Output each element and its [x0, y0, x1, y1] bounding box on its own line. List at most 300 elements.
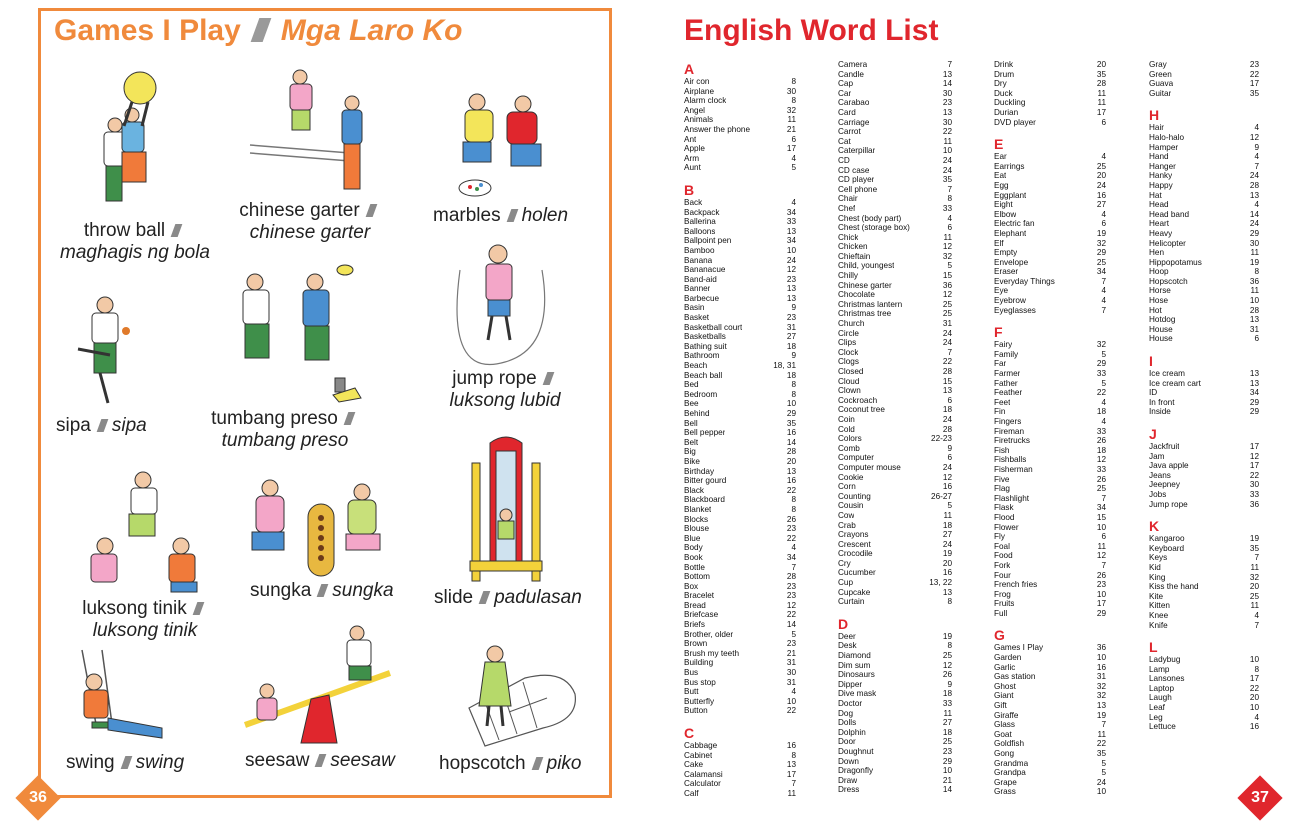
word-entry — [838, 367, 952, 377]
word: Behind — [684, 409, 710, 418]
word-entry — [684, 751, 796, 761]
word: Fingers — [994, 417, 1022, 426]
word: Leg — [1149, 712, 1163, 722]
game-sipa — [56, 295, 147, 436]
word-group — [1149, 60, 1259, 98]
word: Laptop — [1149, 683, 1175, 693]
word: Church — [838, 319, 865, 329]
word-entry — [838, 271, 952, 281]
word-entry — [994, 210, 1106, 220]
word: Deer — [838, 631, 856, 641]
game-sungka — [250, 478, 395, 601]
page-ref: 36 — [1096, 643, 1106, 653]
word: Basketballs — [684, 332, 726, 342]
page-ref: 20 — [1249, 693, 1259, 703]
page-ref: 4 — [791, 543, 796, 553]
word: Diamond — [838, 651, 871, 661]
word: Garden — [994, 653, 1022, 663]
word: Ballpoint pen — [684, 236, 732, 246]
word-entry — [1149, 693, 1259, 703]
word-entry — [684, 284, 796, 294]
word-entry — [994, 609, 1106, 619]
word: Butt — [684, 687, 699, 697]
page-ref: 24 — [942, 155, 952, 165]
page-ref: 13 — [786, 293, 796, 303]
page-ref: 24 — [942, 328, 952, 338]
word: Hamper — [1149, 142, 1179, 152]
word-entry — [838, 175, 952, 185]
word: Gift — [994, 701, 1007, 711]
page-ref: 20 — [942, 558, 952, 568]
word: Birthday — [684, 466, 715, 476]
page-ref: 22 — [942, 127, 952, 137]
page-ref: 23 — [786, 591, 796, 601]
word-entry — [838, 425, 952, 435]
section-letter: C — [684, 725, 695, 741]
page-ref: 17 — [1249, 442, 1259, 451]
word: Ice cream cart — [1149, 378, 1201, 388]
section-letter: A — [684, 61, 695, 77]
page-ref: 18 — [942, 689, 952, 699]
page-ref: 4 — [1101, 152, 1106, 162]
word-entry — [994, 379, 1106, 389]
word: Book — [684, 552, 703, 562]
page-ref: 4 — [1254, 152, 1259, 162]
swing-caption — [66, 752, 184, 774]
page-ref: 33 — [1249, 489, 1259, 499]
page-ref: 34 — [1096, 267, 1106, 277]
word-entry — [684, 275, 796, 285]
page-ref: 24 — [942, 539, 952, 549]
word: Giraffe — [994, 710, 1019, 720]
page-ref: 8 — [1254, 267, 1259, 277]
word-entry — [838, 405, 952, 415]
word: Hoop — [1149, 267, 1169, 277]
word: Corn — [838, 482, 856, 492]
word: Glass — [994, 720, 1015, 730]
word-entry — [1149, 684, 1259, 694]
word-entry — [838, 252, 952, 262]
word: Dolphin — [838, 727, 866, 737]
word-entry — [994, 277, 1106, 287]
game-throw-ball — [60, 70, 210, 263]
page-ref: 4 — [1254, 712, 1259, 722]
word-entry — [838, 776, 952, 786]
page-ref: 29 — [1249, 397, 1259, 407]
page-ref: 4 — [791, 197, 796, 207]
page-ref: 36 — [942, 280, 952, 290]
page-ref: 19 — [942, 631, 952, 641]
word: Barbecue — [684, 293, 720, 303]
word: Hanger — [1149, 161, 1176, 171]
word-entry — [1149, 544, 1259, 554]
word-entry — [838, 718, 952, 728]
word-entry — [838, 511, 952, 521]
word: Garlic — [994, 662, 1016, 672]
swing-illustration — [72, 650, 172, 745]
word: Cell phone — [838, 184, 878, 194]
page-ref: 4 — [791, 153, 796, 163]
page-ref: 19 — [1249, 534, 1259, 544]
page-ref: 26-27 — [931, 491, 952, 501]
word-entry — [994, 340, 1106, 350]
page-ref: 23 — [786, 274, 796, 284]
word-list-title: English Word List — [684, 14, 939, 47]
word: Clown — [838, 386, 861, 396]
page-ref: 34 — [1249, 388, 1259, 398]
word: Cold — [838, 424, 855, 434]
word: Elf — [994, 238, 1004, 248]
word: Cockroach — [838, 395, 878, 405]
word: Black — [684, 485, 705, 495]
word-entry — [684, 198, 796, 208]
word: Airplane — [684, 86, 715, 96]
word-group — [1149, 108, 1259, 344]
page-ref: 34 — [1096, 503, 1106, 513]
word: Kitten — [1149, 601, 1170, 611]
page-ref: 18 — [1096, 445, 1106, 455]
section-letter: I — [1149, 353, 1153, 370]
word-entry — [994, 239, 1106, 249]
word-group — [684, 62, 796, 173]
page-ref: 7 — [1101, 560, 1106, 570]
word-entry — [684, 553, 796, 563]
section-letter: H — [1149, 107, 1160, 124]
caption-fil: sipa — [111, 415, 147, 436]
word: Hen — [1149, 248, 1165, 258]
page-ref: 5 — [1101, 768, 1106, 778]
page-title — [54, 14, 462, 48]
page-ref: 24 — [1096, 777, 1106, 787]
word-entry — [684, 687, 796, 697]
word-group — [838, 60, 952, 607]
word-entry — [1149, 79, 1259, 89]
word: Four — [994, 570, 1011, 580]
page-ref: 22 — [1096, 388, 1106, 398]
caption-en: jump rope — [430, 368, 580, 390]
page-ref: 4 — [1254, 123, 1259, 133]
word: Feet — [994, 397, 1011, 407]
page-ref: 35 — [1096, 69, 1106, 79]
page-ref: 23 — [786, 524, 796, 534]
word-entry — [838, 309, 952, 319]
word: Crocodile — [838, 549, 873, 559]
page-ref: 10 — [1249, 655, 1259, 665]
page-ref: 9 — [947, 443, 952, 453]
word: Ghost — [994, 681, 1016, 691]
word-entry — [684, 457, 796, 467]
caption-fil: holen — [521, 205, 569, 226]
word: Arm — [684, 153, 700, 163]
word: Fruits — [994, 599, 1015, 609]
word: Candle — [838, 69, 864, 79]
word: Carrot — [838, 127, 861, 137]
word-column-2 — [838, 60, 952, 805]
word: Kiss the hand — [1149, 582, 1199, 592]
word-entry — [838, 357, 952, 367]
word: Blanket — [684, 504, 712, 514]
word-entry — [994, 171, 1106, 181]
page-ref: 12 — [1249, 451, 1259, 461]
word-entry — [838, 261, 952, 271]
word: Balloons — [684, 226, 716, 236]
word-entry — [838, 463, 952, 473]
page-ref: 27 — [1096, 200, 1106, 210]
word-entry — [1149, 655, 1259, 665]
word-entry — [1149, 388, 1259, 398]
page-ref: 25 — [1096, 484, 1106, 494]
word: Frog — [994, 589, 1011, 599]
page-ref: 33 — [942, 203, 952, 213]
word-entry — [684, 789, 796, 799]
page-ref: 36 — [1249, 276, 1259, 286]
page-ref: 18 — [786, 341, 796, 351]
page-ref: 30 — [786, 86, 796, 96]
page-ref: 11 — [1250, 562, 1259, 572]
word: Gray — [1149, 60, 1167, 69]
word: Christmas tree — [838, 309, 892, 319]
page-ref: 30 — [942, 117, 952, 127]
page-ref: 22 — [786, 485, 796, 495]
word-entry — [838, 166, 952, 176]
page-ref: 35 — [1249, 88, 1259, 98]
word-entry — [838, 137, 952, 147]
game-hopscotch — [439, 628, 585, 774]
word-entry — [1149, 248, 1259, 258]
word-entry — [684, 601, 796, 611]
page-ref: 33 — [1096, 464, 1106, 474]
word-entry — [1149, 534, 1259, 544]
word-entry — [994, 152, 1106, 162]
word-entry — [994, 108, 1106, 118]
word-entry — [994, 503, 1106, 513]
page-ref: 8 — [791, 96, 796, 106]
page-ref: 8 — [791, 504, 796, 514]
word-entry — [684, 706, 796, 716]
caption-en: tumbang preso — [200, 408, 370, 430]
page-ref: 19 — [1096, 228, 1106, 238]
word-entry — [1149, 70, 1259, 80]
word-entry — [1149, 334, 1259, 344]
word: Cap — [838, 79, 854, 89]
word: Heart — [1149, 219, 1170, 229]
word-entry — [838, 757, 952, 767]
seesaw-illustration — [245, 625, 395, 745]
page-ref: 35 — [1096, 749, 1106, 758]
page-ref: 11 — [1097, 729, 1106, 739]
word: Carriage — [838, 117, 870, 127]
page-ref: 35 — [1249, 543, 1259, 553]
slide-illustration — [470, 433, 545, 583]
word: Butterfly — [684, 696, 715, 706]
word-entry — [838, 568, 952, 578]
game-tumbang-preso — [211, 260, 365, 451]
word-entry — [684, 668, 796, 678]
page-ref: 12 — [942, 290, 952, 300]
page-ref: 31 — [786, 677, 796, 687]
marbles-illustration — [455, 90, 555, 200]
word: Basket — [684, 313, 710, 323]
caption-en: throw ball — [55, 220, 215, 242]
word-entry — [1149, 89, 1259, 99]
word: Chick — [838, 232, 859, 242]
word: Kangaroo — [1149, 534, 1185, 544]
word-entry — [994, 248, 1106, 258]
word: Hippopotamus — [1149, 257, 1202, 267]
word-entry — [838, 329, 952, 339]
page-ref: 33 — [1096, 426, 1106, 436]
word: Caterpillar — [838, 146, 876, 156]
page-ref: 24 — [1249, 219, 1259, 229]
page-ref: 12 — [1096, 551, 1106, 561]
word-entry — [684, 563, 796, 573]
page-ref: 10 — [1249, 296, 1259, 306]
page-ref: 33 — [942, 699, 952, 708]
page-ref: 22-23 — [931, 434, 952, 444]
page-ref: 7 — [1254, 161, 1259, 171]
word-entry — [684, 639, 796, 649]
slide-caption — [434, 587, 582, 609]
page-ref: 8 — [791, 750, 796, 760]
page-ref: 30 — [786, 668, 796, 678]
word-entry — [994, 181, 1106, 191]
word: Firetrucks — [994, 436, 1030, 446]
caption-fil: tumbang preso — [221, 430, 349, 451]
word: Grape — [994, 777, 1017, 787]
word-entry — [994, 191, 1106, 201]
word-entry — [684, 649, 796, 659]
word: Alarm clock — [684, 96, 727, 106]
word-entry — [1149, 296, 1259, 306]
word-entry — [684, 741, 796, 751]
seesaw-caption — [245, 750, 395, 772]
word-entry — [1149, 315, 1259, 325]
word-entry — [838, 98, 952, 108]
word: Fairy — [994, 340, 1013, 350]
page-ref: 28 — [1249, 180, 1259, 190]
word: Hot — [1149, 305, 1162, 315]
page-ref: 13 — [1249, 190, 1259, 200]
page-ref: 27 — [786, 332, 796, 342]
word-entry — [1149, 191, 1259, 201]
word: Bathroom — [684, 351, 720, 361]
word: Cookie — [838, 472, 864, 482]
word: Dog — [838, 708, 854, 718]
page-ref: 32 — [1096, 238, 1106, 248]
word-entry — [684, 313, 796, 323]
page-ref: 31 — [1249, 324, 1259, 334]
word-entry — [994, 162, 1106, 172]
page-ref: 26 — [1096, 570, 1106, 580]
word-entry — [838, 651, 952, 661]
word-entry — [1149, 200, 1259, 210]
page-ref: 13, 22 — [929, 578, 952, 588]
page-ref: 32 — [1249, 572, 1259, 582]
word-entry — [838, 597, 952, 607]
word: Briefcase — [684, 610, 719, 620]
word-entry — [684, 610, 796, 620]
word-entry — [1149, 601, 1259, 611]
page-ref: 8 — [947, 194, 952, 204]
word: Lamp — [1149, 664, 1170, 674]
word-entry — [994, 739, 1106, 749]
sipa-illustration — [70, 295, 140, 410]
word-entry — [1149, 674, 1259, 684]
page-ref: 17 — [1249, 79, 1259, 89]
word-entry — [838, 689, 952, 699]
slash-divider — [250, 18, 271, 42]
page-ref: 13 — [1249, 378, 1259, 388]
word-entry — [1149, 592, 1259, 602]
page-ref: 16 — [1096, 662, 1106, 672]
word-entry — [838, 223, 952, 233]
page-ref: 22 — [942, 357, 952, 367]
word: Dragonfly — [838, 766, 874, 776]
page-ref: 16 — [786, 741, 796, 750]
word-entry — [684, 217, 796, 227]
page-ref: 25 — [942, 737, 952, 747]
word-entry — [838, 194, 952, 204]
caption-en: marbles — [433, 205, 501, 226]
word: Far — [994, 359, 1007, 369]
word: Angel — [684, 105, 705, 115]
word-entry — [838, 377, 952, 387]
page-ref: 6 — [947, 223, 952, 233]
word-entry — [994, 350, 1106, 360]
word: Gas station — [994, 672, 1036, 682]
word: Dinosaurs — [838, 670, 875, 680]
word-entry — [994, 200, 1106, 210]
page-ref: 34 — [786, 207, 796, 217]
word: Grass — [994, 787, 1016, 797]
word: Lettuce — [1149, 722, 1176, 732]
word: Ice cream — [1149, 369, 1185, 379]
word: House — [1149, 334, 1173, 344]
word-entry — [1149, 229, 1259, 239]
word-entry — [684, 591, 796, 601]
word-entry — [838, 242, 952, 252]
word: Button — [684, 706, 708, 716]
word-entry — [994, 229, 1106, 239]
page-ref: 11 — [943, 136, 952, 146]
page-ref: 18 — [942, 520, 952, 530]
caption-fil: maghagis ng bola — [60, 242, 210, 263]
word-entry — [838, 766, 952, 776]
word-entry — [684, 135, 796, 145]
word: Family — [994, 349, 1019, 359]
game-marbles — [433, 90, 569, 226]
word-entry — [684, 236, 796, 246]
word-entry — [684, 361, 796, 371]
word-entry — [1149, 267, 1259, 277]
tumbang-preso-caption — [200, 408, 370, 452]
page-ref: 31 — [942, 319, 952, 329]
section-letter: G — [994, 627, 1005, 644]
word-entry — [1149, 162, 1259, 172]
page-ref: 22 — [786, 533, 796, 543]
page-ref: 14 — [1249, 209, 1259, 219]
word: Full — [994, 608, 1008, 618]
word: Chest (body part) — [838, 213, 902, 223]
page-ref: 22 — [1096, 739, 1106, 749]
word: Band-aid — [684, 274, 717, 284]
word: Bed — [684, 380, 699, 390]
game-jump-rope — [449, 240, 561, 411]
page-ref: 15 — [942, 376, 952, 386]
word-entry — [684, 419, 796, 429]
word-entry — [1149, 480, 1259, 490]
page-ref: 9 — [791, 303, 796, 313]
